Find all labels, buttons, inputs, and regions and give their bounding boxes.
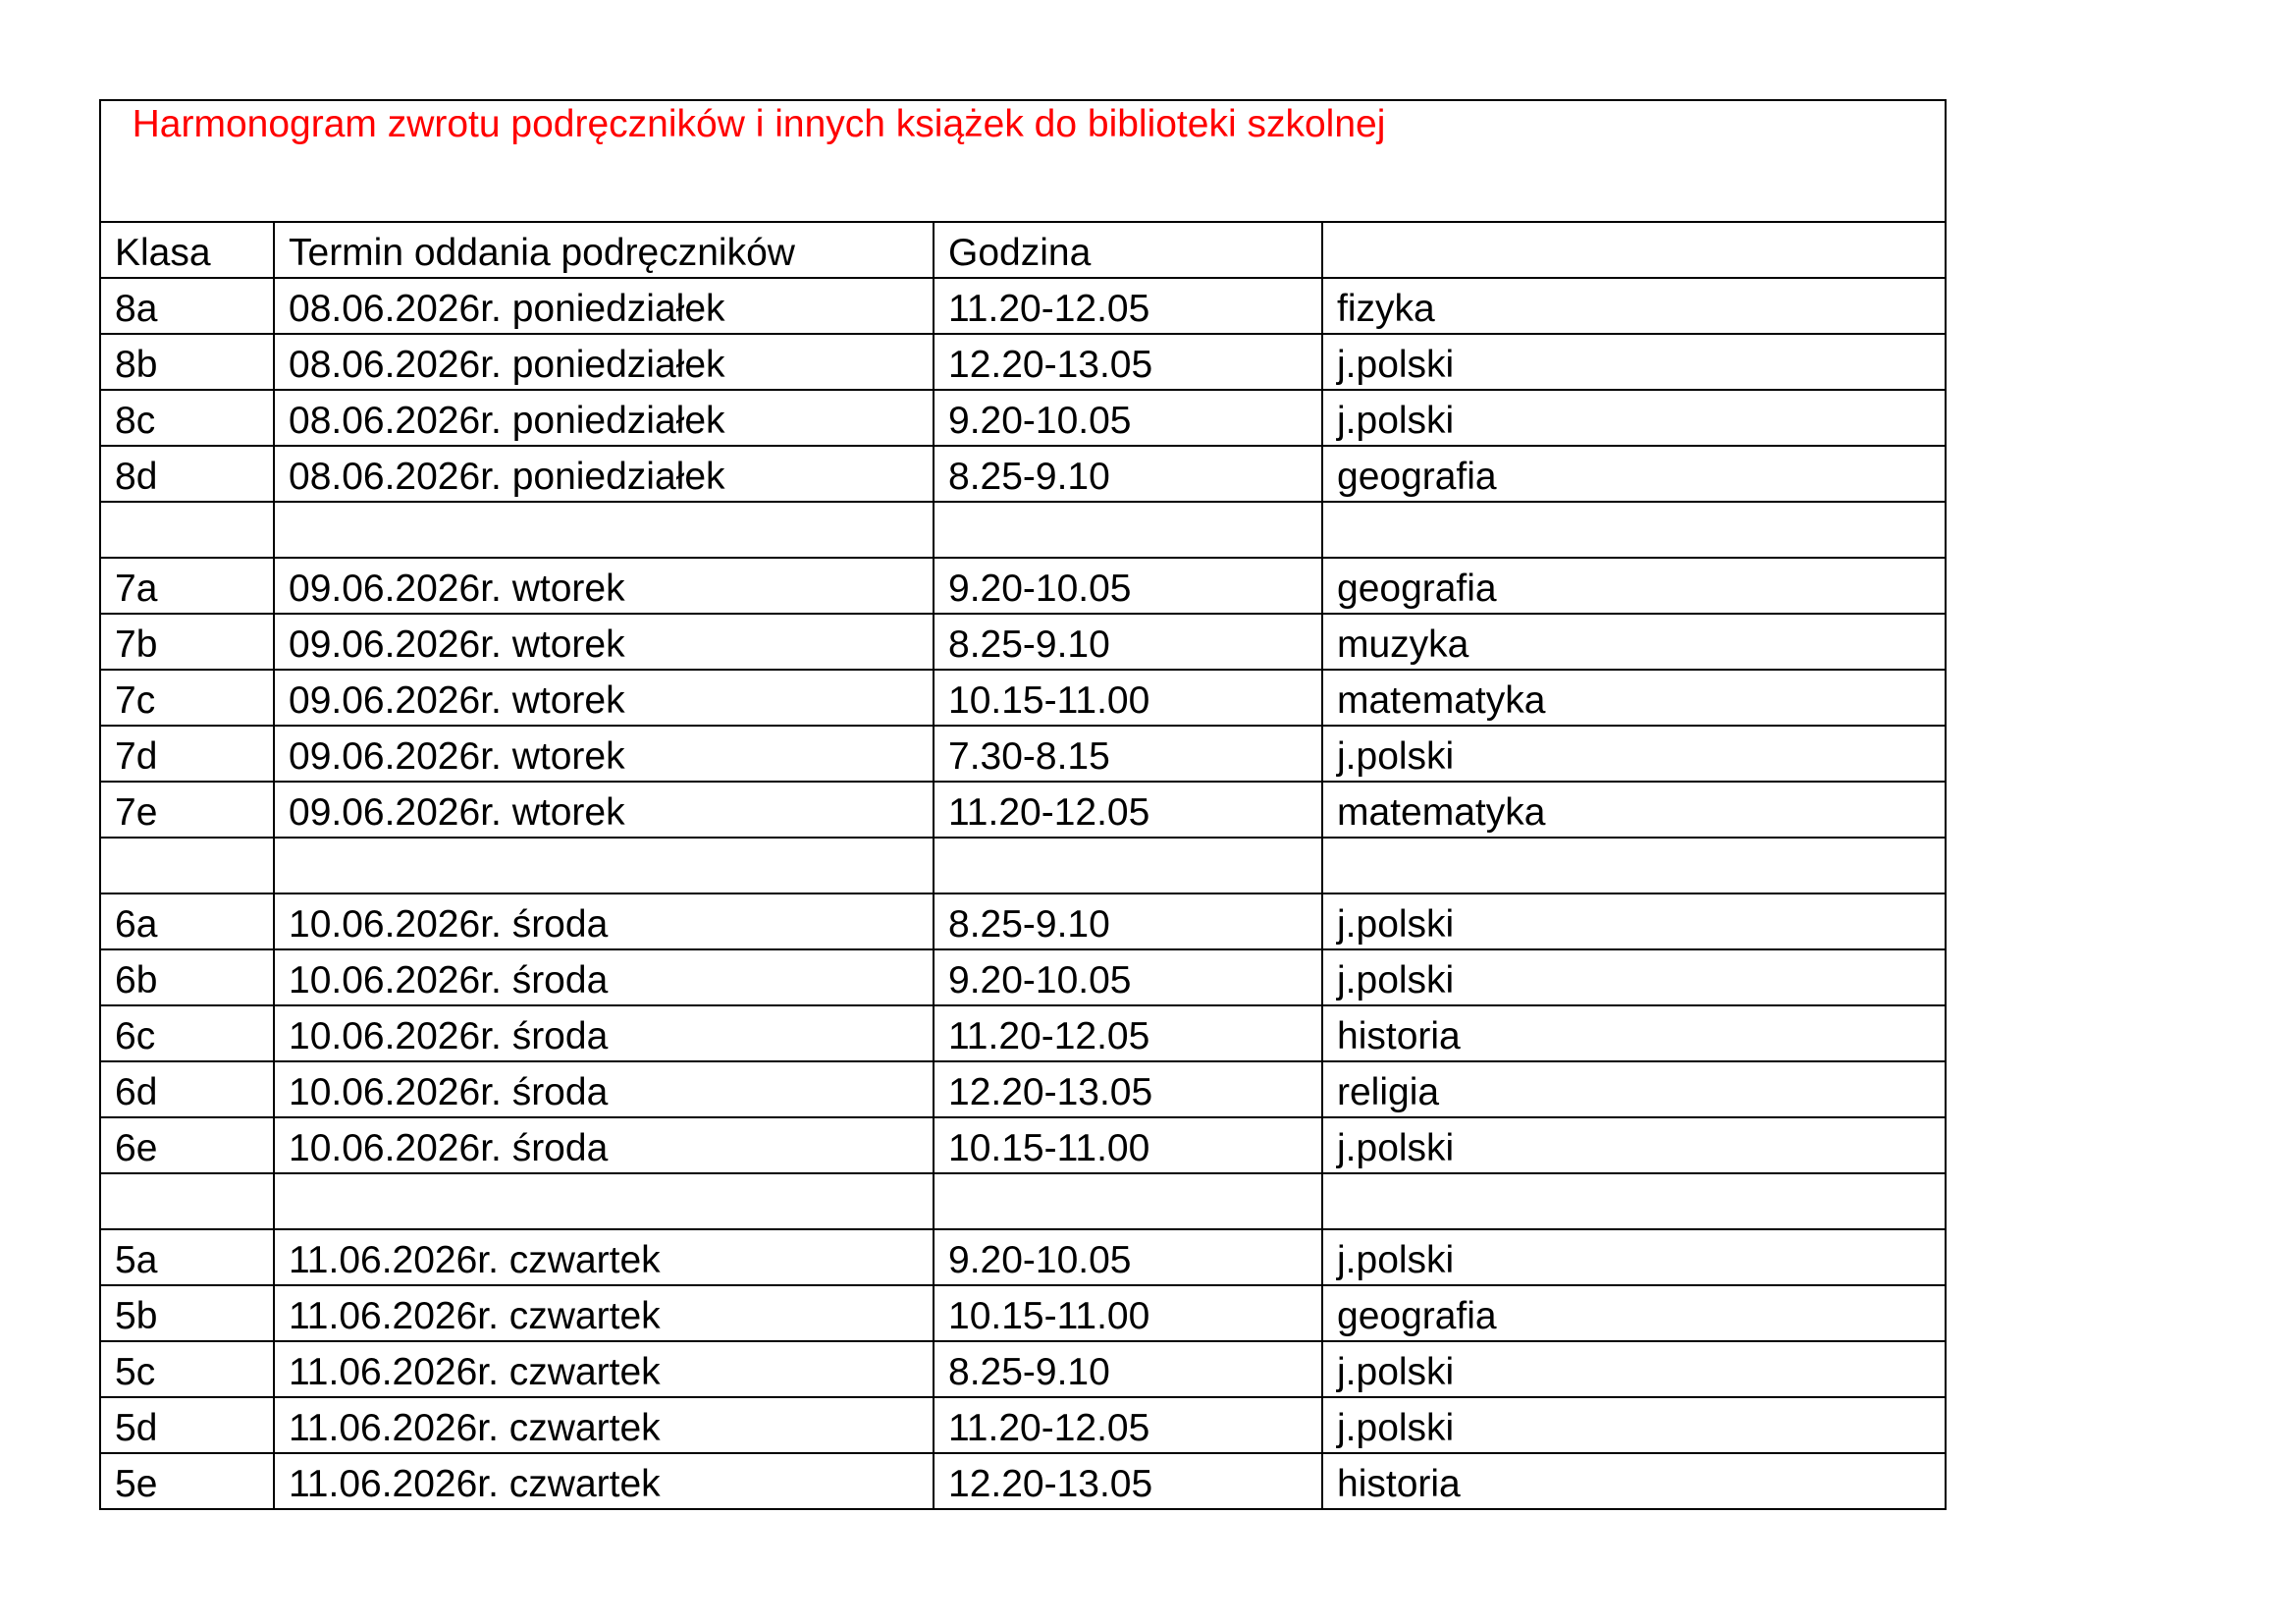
date-cell: 10.06.2026r. środa — [274, 949, 934, 1005]
column-header-termin: Termin oddania podręczników — [274, 222, 934, 278]
subject-cell: j.polski — [1322, 726, 1946, 782]
table-row — [100, 446, 1946, 502]
time-cell: 11.20-12.05 — [934, 1005, 1322, 1061]
class-cell: 5b — [100, 1285, 274, 1341]
time-cell — [934, 838, 1322, 893]
column-header-klasa: Klasa — [100, 222, 274, 278]
subject-cell — [1322, 1173, 1946, 1229]
date-cell — [274, 1173, 934, 1229]
time-cell: 8.25-9.10 — [934, 1341, 1322, 1397]
time-cell: 9.20-10.05 — [934, 1229, 1322, 1285]
date-cell — [274, 838, 934, 893]
subject-cell: j.polski — [1322, 1117, 1946, 1173]
time-cell: 8.25-9.10 — [934, 893, 1322, 949]
class-cell: 7e — [100, 782, 274, 838]
class-cell: 7b — [100, 614, 274, 670]
subject-cell: j.polski — [1322, 1229, 1946, 1285]
subject-cell: muzyka — [1322, 614, 1946, 670]
column-header-blank — [1322, 222, 1946, 278]
table-row — [100, 893, 1946, 949]
return-schedule-table — [99, 99, 1947, 1510]
table-row — [100, 614, 1946, 670]
date-cell: 10.06.2026r. środa — [274, 1005, 934, 1061]
date-cell: 10.06.2026r. środa — [274, 893, 934, 949]
date-cell: 09.06.2026r. wtorek — [274, 614, 934, 670]
date-cell: 09.06.2026r. wtorek — [274, 782, 934, 838]
subject-cell — [1322, 502, 1946, 558]
time-cell: 7.30-8.15 — [934, 726, 1322, 782]
subject-cell: matematyka — [1322, 782, 1946, 838]
time-cell: 11.20-12.05 — [934, 782, 1322, 838]
class-cell: 7c — [100, 670, 274, 726]
date-cell: 11.06.2026r. czwartek — [274, 1285, 934, 1341]
time-cell: 9.20-10.05 — [934, 558, 1322, 614]
spacer-row — [100, 1173, 1946, 1229]
subject-cell: j.polski — [1322, 949, 1946, 1005]
class-cell: 5a — [100, 1229, 274, 1285]
table-row — [100, 1285, 1946, 1341]
table-row — [100, 726, 1946, 782]
table-row — [100, 278, 1946, 334]
table-row — [100, 1061, 1946, 1117]
subject-cell: j.polski — [1322, 893, 1946, 949]
class-cell: 6c — [100, 1005, 274, 1061]
table-row — [100, 1397, 1946, 1453]
class-cell: 6b — [100, 949, 274, 1005]
class-cell — [100, 838, 274, 893]
date-cell: 11.06.2026r. czwartek — [274, 1453, 934, 1509]
class-cell: 8d — [100, 446, 274, 502]
date-cell: 11.06.2026r. czwartek — [274, 1229, 934, 1285]
class-cell: 8a — [100, 278, 274, 334]
subject-cell: historia — [1322, 1005, 1946, 1061]
class-cell: 6e — [100, 1117, 274, 1173]
spacer-row — [100, 838, 1946, 893]
subject-cell: j.polski — [1322, 1397, 1946, 1453]
table-row — [100, 1117, 1946, 1173]
class-cell: 8c — [100, 390, 274, 446]
date-cell: 11.06.2026r. czwartek — [274, 1341, 934, 1397]
class-cell: 5d — [100, 1397, 274, 1453]
time-cell: 12.20-13.05 — [934, 1061, 1322, 1117]
subject-cell: historia — [1322, 1453, 1946, 1509]
table-row — [100, 782, 1946, 838]
time-cell: 12.20-13.05 — [934, 334, 1322, 390]
class-cell: 8b — [100, 334, 274, 390]
subject-cell: geografia — [1322, 446, 1946, 502]
class-cell: 6a — [100, 893, 274, 949]
table-row — [100, 1341, 1946, 1397]
date-cell: 09.06.2026r. wtorek — [274, 670, 934, 726]
table-row — [100, 558, 1946, 614]
time-cell: 10.15-11.00 — [934, 1117, 1322, 1173]
date-cell: 08.06.2026r. poniedziałek — [274, 334, 934, 390]
title-cell — [100, 100, 1946, 222]
date-cell: 08.06.2026r. poniedziałek — [274, 446, 934, 502]
table-row — [100, 1229, 1946, 1285]
column-header-godzina: Godzina — [934, 222, 1322, 278]
time-cell: 10.15-11.00 — [934, 670, 1322, 726]
date-cell: 09.06.2026r. wtorek — [274, 726, 934, 782]
time-cell: 12.20-13.05 — [934, 1453, 1322, 1509]
class-cell — [100, 1173, 274, 1229]
page-title: Harmonogram zwrotu podręczników i innych książek do biblioteki szkolnej — [132, 103, 1386, 145]
time-cell: 8.25-9.10 — [934, 446, 1322, 502]
class-cell: 5c — [100, 1341, 274, 1397]
class-cell — [100, 502, 274, 558]
class-cell: 6d — [100, 1061, 274, 1117]
time-cell — [934, 1173, 1322, 1229]
subject-cell: matematyka — [1322, 670, 1946, 726]
class-cell: 7a — [100, 558, 274, 614]
subject-cell: geografia — [1322, 1285, 1946, 1341]
date-cell: 10.06.2026r. środa — [274, 1061, 934, 1117]
time-cell — [934, 502, 1322, 558]
subject-cell — [1322, 838, 1946, 893]
subject-cell: geografia — [1322, 558, 1946, 614]
date-cell: 10.06.2026r. środa — [274, 1117, 934, 1173]
table-row — [100, 390, 1946, 446]
table-row — [100, 334, 1946, 390]
time-cell: 10.15-11.00 — [934, 1285, 1322, 1341]
subject-cell: religia — [1322, 1061, 1946, 1117]
time-cell: 8.25-9.10 — [934, 614, 1322, 670]
date-cell: 09.06.2026r. wtorek — [274, 558, 934, 614]
date-cell: 11.06.2026r. czwartek — [274, 1397, 934, 1453]
title-row — [100, 100, 1946, 222]
subject-cell: j.polski — [1322, 390, 1946, 446]
time-cell: 11.20-12.05 — [934, 1397, 1322, 1453]
subject-cell: j.polski — [1322, 1341, 1946, 1397]
subject-cell: fizyka — [1322, 278, 1946, 334]
class-cell: 5e — [100, 1453, 274, 1509]
date-cell: 08.06.2026r. poniedziałek — [274, 278, 934, 334]
class-cell: 7d — [100, 726, 274, 782]
table-row — [100, 1005, 1946, 1061]
date-cell: 08.06.2026r. poniedziałek — [274, 390, 934, 446]
time-cell: 9.20-10.05 — [934, 949, 1322, 1005]
subject-cell: j.polski — [1322, 334, 1946, 390]
table-row — [100, 949, 1946, 1005]
schedule-body — [100, 100, 1946, 1509]
table-row — [100, 1453, 1946, 1509]
time-cell: 9.20-10.05 — [934, 390, 1322, 446]
spacer-row — [100, 502, 1946, 558]
date-cell — [274, 502, 934, 558]
time-cell: 11.20-12.05 — [934, 278, 1322, 334]
header-row — [100, 222, 1946, 278]
table-row — [100, 670, 1946, 726]
